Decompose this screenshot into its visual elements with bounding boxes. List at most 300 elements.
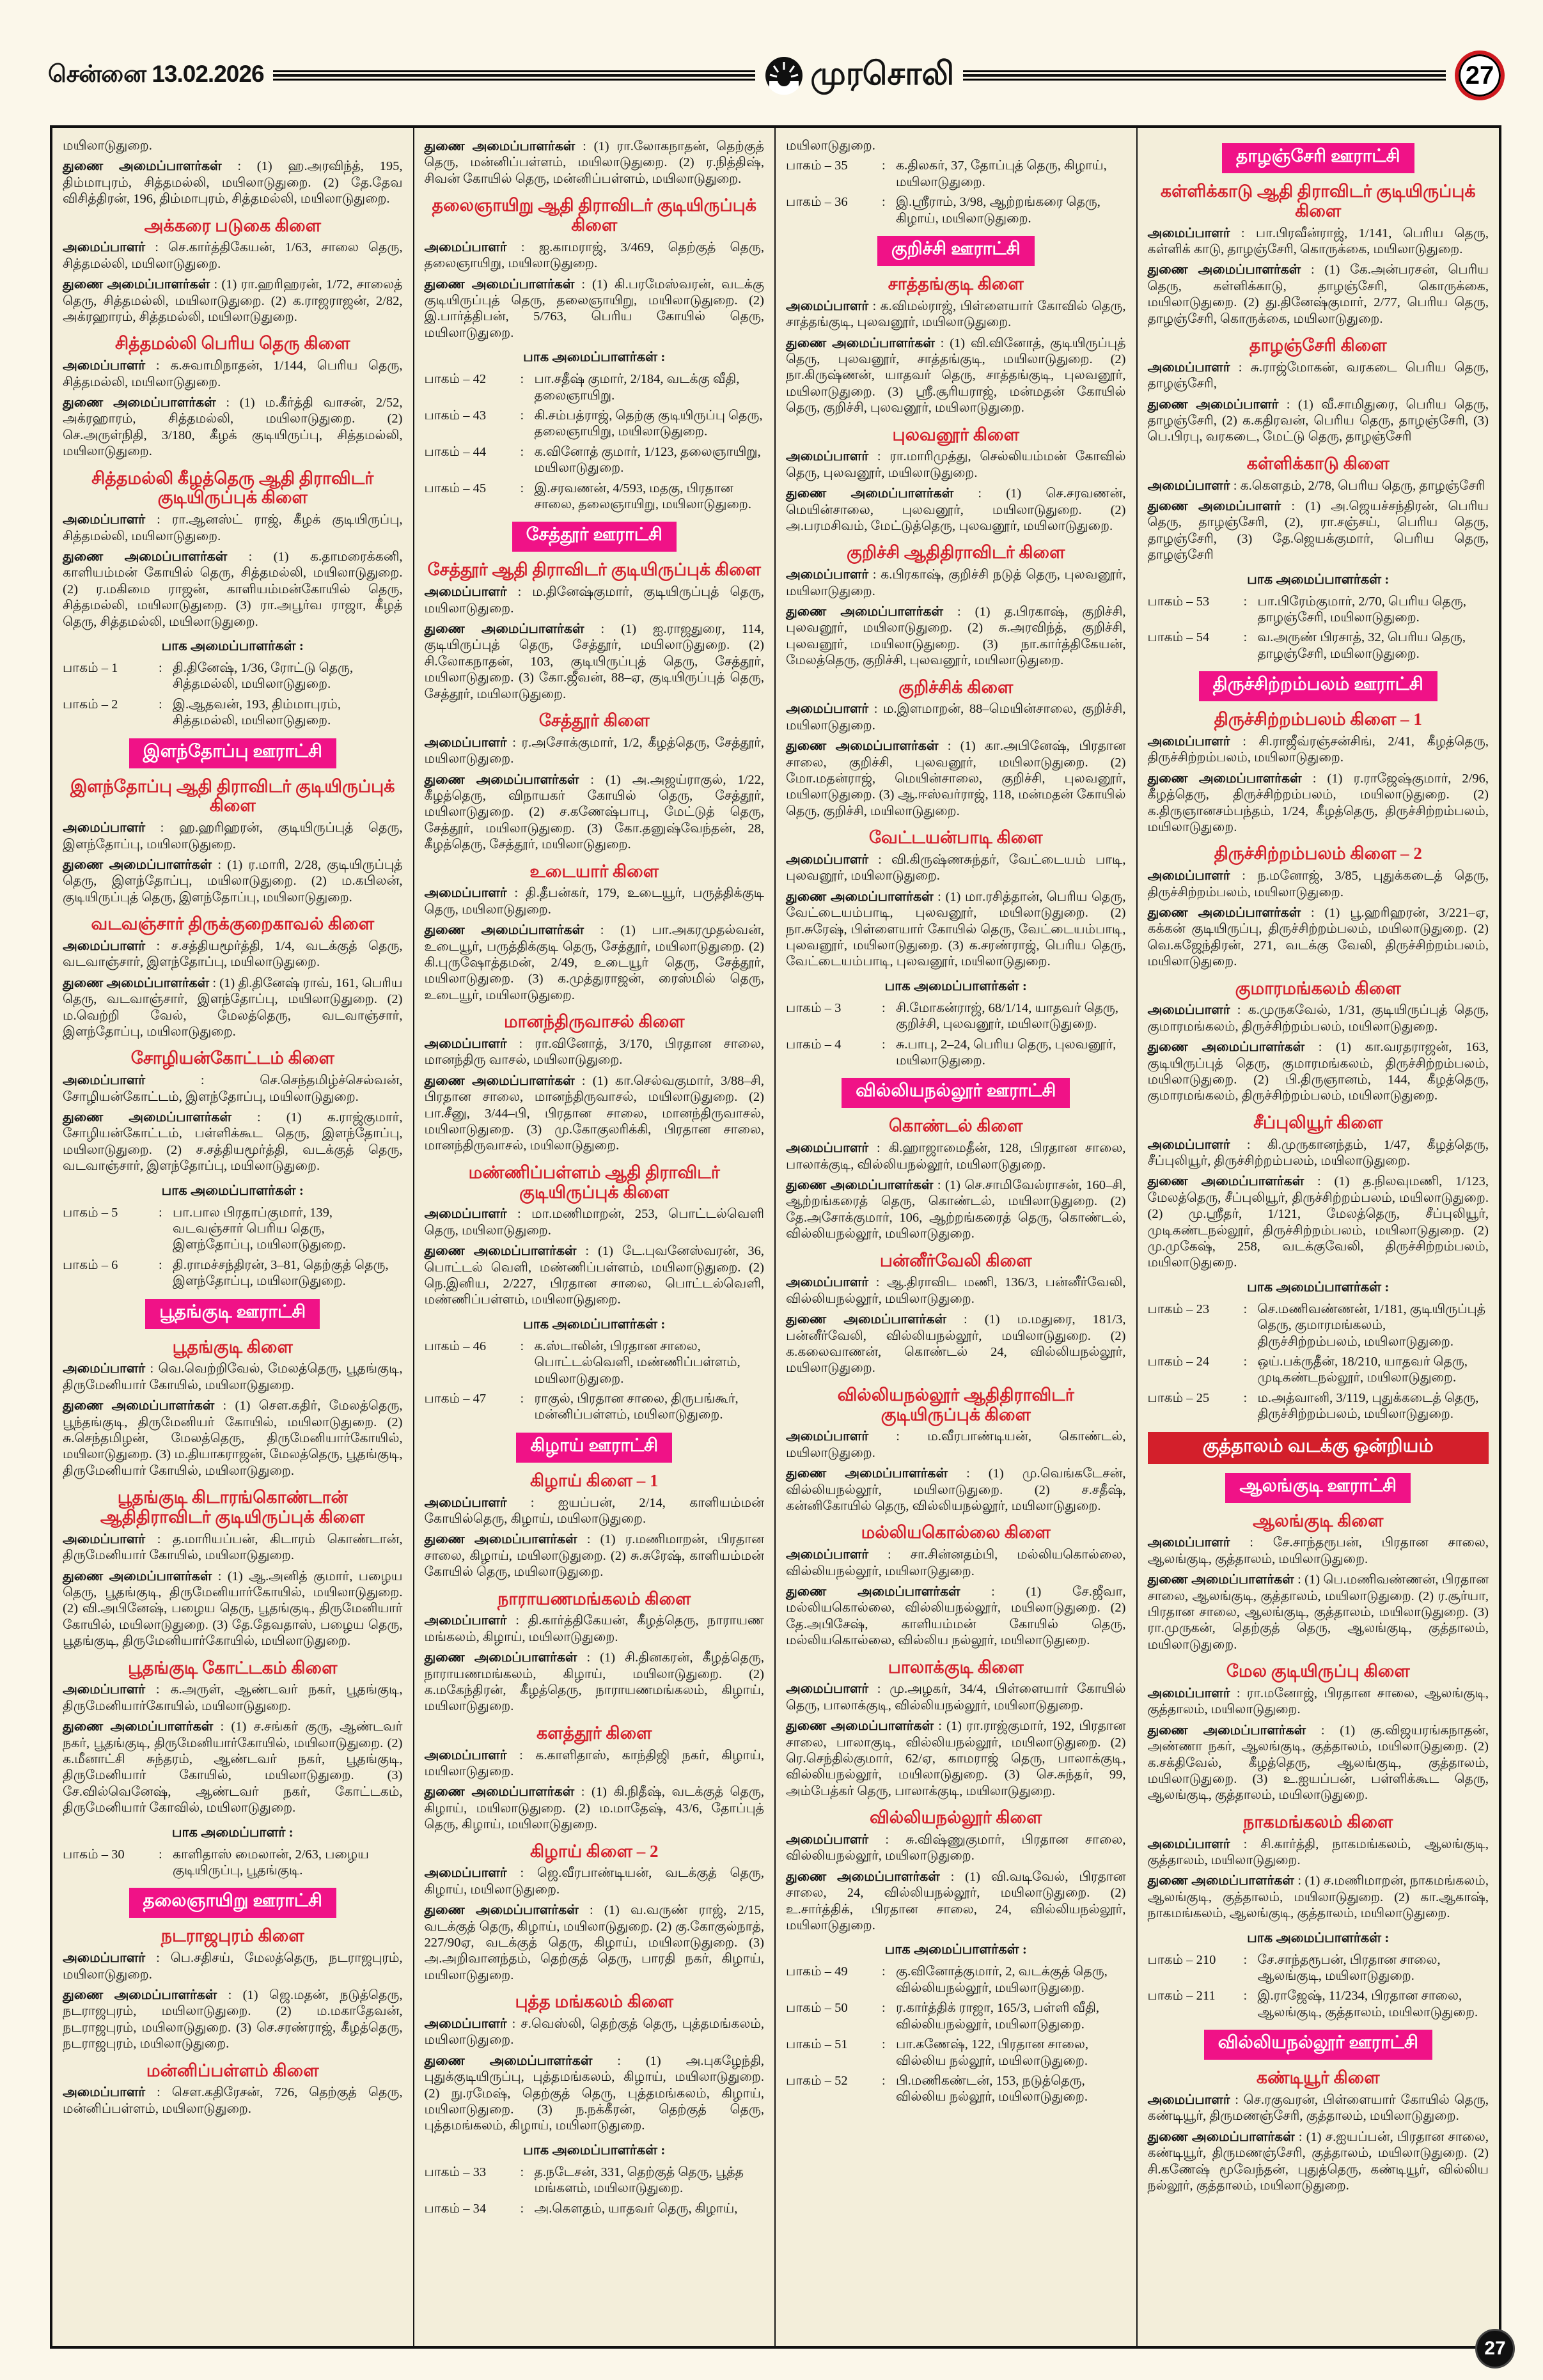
organizer-text: : பெ.சதிசய், மேலத்தெரு, நடராஜபுரம், மயிலாடுதுறை.: [63, 1951, 403, 1982]
deputy-organizers-para: [786, 1718, 1126, 1800]
organizer-para: [63, 1532, 403, 1564]
deputy-organizers-para: [1148, 499, 1489, 564]
organizer-text: : செ.செந்தமிழ்ச்செல்வன், சோழியன்கோட்டம், இளந்தோப்பு, மயிலாடுதுறை.: [63, 1073, 403, 1104]
deputy-organizers-para: [63, 1569, 403, 1650]
organizer-label: அமைப்பாளர்: [786, 299, 869, 313]
part-number: பாகம் – 54: [1147, 630, 1210, 645]
branch-section-header: சித்தமல்லி கீழத்தெரு ஆதி திராவிடர் குடியிருப்புக் கிளை: [91, 468, 374, 508]
organizer-text: : வெ.வெற்றிவேல், மேலத்தெரு, பூதங்குடி, திருமேனியார் கோயில், மயிலாடுதுறை.: [63, 1362, 403, 1392]
branch-section-header: குறிச்சி ஆதிதிராவிடர் கிளை: [847, 543, 1065, 563]
organizer-text: : (1) த.பிரகாஷ், குறிச்சி, புலவனூர், மயிலாடுதுறை. (2) சு.அரவிந்த், குறிச்சி, புலவனூர், மயிலாடுதுறை. (3) நா.கார்த்திகேயன், மேலத்தெரு, குறிச்சி, புலவனூர், மயிலாடுதுறை.: [786, 605, 1126, 668]
organizer-text: : க.காளிதாஸ், காந்திஜி நகர், கிழாய், மயிலாடுதுறை.: [424, 1748, 764, 1779]
organizer-text: : ஹ.ஹரிஹரன், குடியிருப்புத் தெரு, இளந்தோப்பு, மயிலாடுதுறை.: [63, 821, 403, 852]
part-organizer-row: [425, 481, 765, 513]
branch-section-header: பூதங்குடி கிளை: [172, 1337, 293, 1357]
organizer-label: அமைப்பாளர்: [786, 1429, 869, 1444]
organizer-label: அமைப்பாளர்: [1147, 869, 1230, 883]
deputy-organizers-para: [63, 159, 403, 207]
organizer-label: துணை அமைப்பாளர்கள்: [424, 923, 584, 938]
branch-section-header: மண்ணிப்பள்ளம் ஆதி திராவிடர் குடியிருப்புக் கிளை: [468, 1162, 720, 1202]
part-text: கு.வினோத்குமார், 2, வடக்குத் தெரு, வில்லியநல்லூர், மயிலாடுதுறை.: [896, 1964, 1108, 1995]
part-organizer-row: [786, 194, 1126, 227]
part-number: பாகம் – 3: [786, 1000, 842, 1015]
organizer-text: : (1) பூ.ஹரிஹரன், 3/221–ஏ, கக்கன் குடியிருப்பு, திருச்சிற்றம்பலம், மயிலாடுதுறை. (2) வெ.கஜேந்திரன், 271, வடக்கு வேலி, திருச்சிற்றம்பலம், மயிலாடுதுறை.: [1147, 905, 1489, 969]
panchayat-header: குறிச்சி ஊராட்சி: [877, 236, 1035, 266]
part-text: க.ஸ்டாலின், பிரதான சாலை, பொட்டல்வெளி, மண்ணிப்பள்ளம், மயிலாடுதுறை.: [534, 1339, 740, 1386]
part-organizers-subhead: பாக அமைப்பாளர்கள் :: [1247, 1929, 1390, 1945]
branch-section-header: கள்ளிக்காடு ஆதி திராவிடர் குடியிருப்புக் கிளை: [1160, 182, 1476, 221]
organizer-label: அமைப்பாளர்: [786, 1548, 869, 1562]
deputy-organizers-para: [1148, 771, 1489, 836]
organizer-text: : (1) அ.புகழேந்தி, புதுக்குடியிருப்பு, புத்தமங்கலம், கிழாய், மயிலாடுதுறை. (2) நு.ரமேஷ், தெற்குத் தெரு, புத்தமங்கலம், கிழாய், மயிலாடுதுறை. (3) ந.நக்கீரன், தெற்குத் தெரு, புத்தமங்கலம், கிழாய், மயிலாடுதுறை.: [424, 2053, 764, 2133]
part-separator: :: [882, 159, 886, 173]
organizer-para: [425, 1036, 765, 1069]
part-text: வ.அருண் பிரசாத், 32, பெரிய தெரு, தாழஞ்சேரி, மயிலாடுதுறை.: [1257, 630, 1466, 661]
organizer-label: துணை அமைப்பாளர்கள்: [63, 1988, 217, 2003]
organizer-text: : (1) வி.வினோத், குடியிருப்புத் தெரு, புலவனூர், சாத்தங்குடி, மயிலாடுதுறை. (2) நா.கிருஷ்ணன், யாதவர் தெரு, சாத்தங்குடி, புலவனூர், மயிலாடுதுறை. (3) ஸ்ரீ.சூரியராஜ், மன்மதன் கோயில் தெரு, குறிச்சி, புலவனூர், மயிலாடுதுறை.: [786, 336, 1126, 416]
part-number: பாகம் – 47: [424, 1392, 487, 1406]
organizer-label: துணை அமைப்பாளர்: [1147, 499, 1281, 513]
organizer-label: அமைப்பாளர்: [1147, 226, 1230, 240]
branch-section-header: பாலாக்குடி கிளை: [888, 1657, 1024, 1677]
part-text: தி.தினேஷ், 1/36, ரோட்டு தெரு, சித்தமல்லி, மயிலாடுதுறை.: [173, 661, 354, 692]
organizer-label: அமைப்பாளர்: [786, 568, 869, 582]
continuation-text: மயிலாடுதுறை.: [786, 139, 875, 153]
part-organizer-row: [1148, 1390, 1489, 1423]
panchayat-header-wrap: [425, 1433, 765, 1463]
deputy-organizers-para: [786, 1312, 1126, 1377]
branch-section-header: மன்னிப்பள்ளம் கிளை: [146, 2060, 319, 2080]
part-text: க.திலகர், 37, தோப்புத் தெரு, கிழாய், மயிலாடுதுறை.: [896, 159, 1107, 189]
part-text: சு.பாபு, 2–24, பெரிய தெரு, புலவனூர், மயிலாடுதுறை.: [896, 1037, 1116, 1068]
organizer-para: [425, 1495, 765, 1528]
organizer-para: [1148, 868, 1489, 901]
branch-section-header: அக்கரை படுகை கிளை: [144, 215, 322, 235]
organizer-label: துணை அமைப்பாளர்கள்: [1147, 1174, 1304, 1189]
organizer-para: [425, 240, 765, 272]
organizer-label: அமைப்பாளர்: [786, 1682, 869, 1697]
organizer-para: [786, 1547, 1126, 1580]
part-separator: :: [159, 1257, 162, 1272]
organizer-label: அமைப்பாளர்: [786, 853, 869, 867]
part-organizer-row: [425, 444, 765, 477]
organizer-text: : ஐயப்பன், 2/14, காளியம்மன் கோயில்தெரு, கிழாய், மயிலாடுதுறை.: [424, 1495, 764, 1527]
part-text: பா.பால பிரதாப்குமார், 139, வடவஞ்சார் பெரிய தெரு, இளந்தோப்பு, மயிலாடுதுறை.: [173, 1205, 346, 1252]
organizer-para: [63, 512, 403, 545]
branch-section-header: தலைஞாயிறு ஆதி திராவிடர் குடியிருப்புக் கிளை: [432, 196, 756, 235]
masthead-rule-left: [273, 70, 756, 81]
organizer-label: துணை அமைப்பாளர்கள்: [786, 1466, 948, 1481]
deputy-organizers-para: [1148, 2129, 1489, 2195]
organizer-text: : (1) பெ.மணிவண்ணன், பிரதான சாலை, ஆலங்குடி, குத்தாலம், மயிலாடுதுறை. (2) ர.சூர்யா, பிரதான சாலை, ஆலங்குடி, குத்தாலம், மயிலாடுதுறை. (3) ரா.முருகன், தெற்குத் தெரு, ஆலங்குடி, குத்தாலம், மயிலாடுதுறை.: [1147, 1573, 1489, 1652]
organizer-label: அமைப்பாளர்: [63, 1951, 146, 1966]
organizer-text: : (1) டே.புவனேஸ்வரன், 36, பொட்டல் வெளி, மண்ணிப்பள்ளம், மயிலாடுதுறை. (2) நெ.இனிய, 2/227, பிரதான சாலை, பொட்டல்வெளி, மண்ணிப்பள்ளம், மயிலாடுதுறை.: [424, 1244, 764, 1307]
branch-section-header: புத்த மங்கலம் கிளை: [515, 1992, 674, 2012]
part-organizers-subhead: பாக அமைப்பாளர்கள் :: [161, 638, 304, 653]
organizer-para: [63, 938, 403, 971]
part-separator: :: [1243, 1302, 1248, 1316]
deputy-organizers-para: [63, 857, 403, 906]
organizer-label: துணை அமைப்பாளர்கள்: [786, 1178, 934, 1193]
part-separator: :: [882, 1000, 886, 1015]
part-organizer-row: [786, 2073, 1126, 2106]
organizer-label: துணை அமைப்பாளர்கள்: [63, 1569, 212, 1583]
part-organizer-row: [1148, 1302, 1489, 1350]
organizer-label: துணை அமைப்பாளர்கள்: [1147, 1874, 1294, 1888]
deputy-organizers-para: [786, 1869, 1126, 1934]
deputy-organizers-para: [786, 1466, 1126, 1514]
organizer-label: அமைப்பாளர்: [1147, 1003, 1230, 1018]
part-text: தி.ராமச்சந்திரன், 3–81, தெற்குத் தெரு, இளந்தோப்பு, மயிலாடுதுறை.: [173, 1257, 389, 1289]
part-number: பாகம் – 53: [1147, 594, 1210, 609]
part-separator: :: [159, 661, 162, 675]
branch-section-header: கிழாய் கிளை – 1: [530, 1470, 659, 1490]
part-organizer-row: [786, 1037, 1126, 1069]
news-column-2: [414, 128, 776, 2346]
deputy-organizers-para: [786, 604, 1126, 669]
organizer-para: [425, 1748, 765, 1780]
part-organizer-row: [1148, 1354, 1489, 1387]
organizer-label: அமைப்பாளர்: [63, 1683, 146, 1697]
organizer-para: [425, 1206, 765, 1239]
part-text: த.நடேசன், 331, தெற்குத் தெரு, பூத்த மங்களம், மயிலாடுதுறை.: [534, 2165, 744, 2196]
part-separator: :: [1243, 594, 1248, 609]
panchayat-header: திருச்சிற்றம்பலம் ஊராட்சி: [1199, 671, 1437, 701]
organizer-text: : ஜெ.வீரபாண்டியன், வடக்குத் தெரு, கிழாய், மயிலாடுதுறை.: [424, 1866, 764, 1897]
part-organizers-subhead: பாக அமைப்பாளர்கள் :: [523, 1316, 666, 1332]
organizer-text: : சே.சாந்தரூபன், பிரதான சாலை, ஆலங்குடி, குத்தாலம், மயிலாடுதுறை.: [1147, 1536, 1489, 1566]
part-text: சே.சாந்தரூபன், பிரதான சாலை, ஆலங்குடி, மயிலாடுதுறை.: [1257, 1952, 1441, 1984]
organizer-label: துணை அமைப்பாளர்கள்: [63, 1720, 214, 1734]
part-organizers-subhead: பாக அமைப்பாளர்கள் :: [1247, 571, 1390, 587]
organizer-text: : மு.அழகர், 34/4, பிள்ளையார் கோயில் தெரு, பாலாக்குடி, வில்லியநல்லூர், மயிலாடுதுறை.: [786, 1682, 1126, 1713]
part-number: பாகம் – 33: [424, 2165, 487, 2179]
part-organizer-row: [63, 1257, 403, 1290]
panchayat-header: வில்லியநல்லூர் ஊராட்சி: [842, 1078, 1070, 1108]
panchayat-header: கிழாய் ஊராட்சி: [516, 1433, 672, 1463]
part-text: இ.சரவணன், 4/593, மதகு, பிரதான சாலை, தலைஞாயிறு, மயிலாடுதுறை.: [534, 481, 751, 512]
branch-section-header: கண்டியூர் கிளை: [1256, 2068, 1380, 2088]
organizer-text: : (1) பா.அகரமுதல்வன், உடையூர், பருத்திக்குடி தெரு, சேத்தூர், மயிலாடுதுறை. (2) கி.புருஷோத்தமன், 2/49, உடையூர் தெரு, சேத்தூர், மயிலாடுதுறை. (3) க.முத்துராஜன், ரைஸ்மில் தெரு, உடையூர், மயிலாடுதுறை.: [424, 923, 764, 1002]
organizer-text: : (1) ஹ.அரவிந்த், 195, திம்மாபுரம், சித்தமல்லி, மயிலாடுதுறை. (2) தே.தேவ விசித்திரன், 196, திம்மாபுரம், சித்தமல்லி, மயிலாடுதுறை.: [63, 159, 403, 206]
organizer-text: : தி.தீபன்கர், 179, உடையூர், பருத்திக்குடி தெரு, மயிலாடுதுறை.: [424, 886, 764, 917]
panchayat-header-wrap: [1148, 1473, 1489, 1503]
organizer-text: : (1) செள.கதிர், மேலத்தெரு, பூந்தங்குடி, திருமேனியர் கோயில், மயிலாடுதுறை. (2) சு.செந்தமிழன், மேலத்தெரு, திருமேனியார்கோயில், மயிலாடுதுறை. (3) ம.தியாகராஜன், மேலத்தெரு, பூதங்குடி, திருமேனியார் கோயில், மயிலாடுதுறை.: [63, 1399, 403, 1478]
organizer-text: : (1) கா.வரதராஜன், 163, குடியிருப்புத் தெரு, குமாரமங்கலம், திருச்சிற்றம்பலம், மயிலாடுதுறை. (2) பி.திருஞானம், 144, கீழத்தெரு, குமாரமங்கலம், திருச்சிற்றம்பலம், மயிலாடுதுறை.: [1147, 1040, 1489, 1103]
organizer-label: அமைப்பாளர்: [786, 702, 869, 717]
organizer-label: அமைப்பாளர்: [424, 735, 507, 750]
organizer-para: [786, 567, 1126, 600]
branch-section-header: சித்தமல்லி பெரிய தெரு கிளை: [114, 334, 350, 354]
part-text: இ.ஆதவன், 193, திம்மாபுரம், சித்தமல்லி, மயிலாடுதுறை.: [173, 697, 341, 728]
panchayat-header: தாழஞ்சேரி ஊராட்சி: [1222, 143, 1414, 173]
organizer-text: : (1) வி.வடிவேல், பிரதான சாலை, 24, வில்லியநல்லூர், மயிலாடுதுறை. (2) உ.சார்த்திக், பிரதான சாலை, 24, வில்லியநல்லூர், மயிலாடுதுறை.: [786, 1869, 1126, 1933]
organizer-text: : (1) ரா.ஹரிஹரன், 1/72, சாலைத் தெரு, சித்தமல்லி, மயிலாடுதுறை. (2) க.ராஜராஜன், 2/82, அக்ரஹாரம், சித்தமல்லி, மயிலாடுதுறை.: [63, 277, 403, 325]
deputy-organizers-para: [786, 738, 1126, 820]
organizer-text: : ந.மனோஜ், 3/85, புதுக்கடைத் தெரு, திருச்சிற்றம்பலம், மயிலாடுதுறை.: [1147, 869, 1489, 899]
panchayat-header-wrap: [63, 738, 403, 768]
part-separator: :: [159, 697, 162, 712]
organizer-text: : (1) ர.ராஜேஷ்குமார், 2/96, கீழத்தெரு, திருச்சிற்றம்பலம், மயிலாடுதுறை. (2) க.திருஞானசம்பந்தம், 1/24, கீழத்தெரு, திருச்சிற்றம்பலம், மயிலாடுதுறை.: [1147, 771, 1489, 834]
organizer-para: [1148, 478, 1489, 494]
organizer-label: அமைப்பாளர்: [1147, 1686, 1230, 1701]
deputy-organizers-para: [1148, 1723, 1489, 1804]
part-organizer-row: [425, 371, 765, 404]
deputy-organizers-para: [786, 486, 1126, 534]
branch-section-header: உடையார் கிளை: [529, 861, 659, 881]
organizer-label: துணை அமைப்பாளர்கள்: [786, 336, 935, 350]
deputy-organizers-para: [63, 1398, 403, 1479]
part-separator: :: [882, 1037, 886, 1052]
part-organizers-subhead: பாக அமைப்பாளர்கள் :: [884, 977, 1027, 993]
deputy-organizers-para: [425, 1532, 765, 1580]
branch-section-header: மானந்திருவாசல் கிளை: [503, 1012, 685, 1032]
content-frame: [50, 125, 1501, 2349]
organizer-para: [786, 1681, 1126, 1714]
organizer-text: : (1) கி.பரமேஸ்வரன், வடக்கு குடியிருப்புத் தெரு, தலைஞாயிறு, மயிலாடுதுறை. (2) இ.பார்த்திபன், 5/763, பெரிய கோயில் தெரு, மயிலாடுதுறை.: [424, 277, 765, 340]
organizer-text: : ஐ.காமராஜ், 3/469, தெற்குத் தெரு, தலைஞாயிறு, மயிலாடுதுறை.: [424, 240, 764, 271]
part-text: ர.கார்த்திக் ராஜா, 165/3, பள்ளி வீதி, வில்லியநல்லூர், மயிலாடுதுறை.: [896, 2001, 1100, 2032]
branch-section-header: திருச்சிற்றம்பலம் கிளை – 1: [1214, 710, 1422, 729]
branch-section-header: திருச்சிற்றம்பலம் கிளை – 2: [1214, 844, 1422, 864]
organizer-text: : (1) த.நிலவுமணி, 1/123, மேலத்தெரு, சீப்புலியூர், திருச்சிற்றம்பலம், மயிலாடுதுறை. (2) மு.ஸ்ரீதர், 1/121, மேலத்தெரு, சீப்புலியூர், முடிகண்டநல்லூர், திருச்சிற்றம்பலம், மயிலாடுதுறை. (2) மு.முகேஷ், 258, வடக்குவேலி, திருச்சிற்றம்பலம், மயிலாடுதுறை.: [1147, 1174, 1489, 1270]
part-organizer-row: [63, 697, 403, 729]
organizer-label: அமைப்பாளர்: [63, 2085, 146, 2100]
page-number-badge-bottom: 27: [1475, 2329, 1515, 2368]
organizer-para: [63, 2085, 403, 2117]
organizer-label: அமைப்பாளர்: [786, 449, 869, 464]
organizer-text: : (1) அ.அஜய்ராகுல், 1/22, கீழத்தெரு, விநாயகர் கோயில் தெரு, சேத்தூர், மயிலாடுதுறை. (2) ச.கணேஷ்பாபு, மேட்டுத் தெரு, சேத்தூர், மயிலாடுதுறை. (3) கோ.தனுஷ்வேந்தன், 28, கீழத்தெரு, சேத்தூர், மயிலாடுதுறை.: [424, 772, 764, 852]
organizer-text: : (1) சி.தினகரன், கீழத்தெரு, நாராயணமங்கலம், கிழாய், மயிலாடுதுறை. (2) க.மகேந்திரன், கீழத்தெரு, நாராயணமங்கலம், கிழாய், மயிலாடுதுறை.: [424, 1651, 765, 1714]
deputy-organizers-para: [786, 1178, 1126, 1243]
organizer-para: [786, 1429, 1126, 1461]
part-number: பாகம் – 5: [63, 1205, 118, 1220]
organizer-label: துணை அமைப்பாளர்கள்: [786, 1869, 940, 1884]
part-text: பி.மணிகண்டன், 153, நடுத்தெரு, வில்லிய நல்லூர், மயிலாடுதுறை.: [896, 2073, 1088, 2104]
branch-section-header: கிழாய் கிளை – 2: [530, 1841, 659, 1861]
part-separator: :: [520, 1339, 524, 1353]
branch-section-header: களத்தூர் கிளை: [536, 1723, 652, 1743]
organizer-text: : (1) அ.ஜெயச்சந்திரன், பெரிய தெரு, தாழஞ்சேரி, (2), ரா.சஞ்சய், பெரிய தெரு, தாழஞ்சேரி, (3) தே.ஜெயக்குமார், பெரிய தெரு, தாழஞ்சேரி: [1147, 499, 1489, 563]
deputy-organizers-para: [425, 1902, 765, 1984]
news-column-1: [52, 128, 414, 2346]
organizer-label: அமைப்பாளர்: [63, 1073, 146, 1088]
part-organizer-row: [425, 1339, 765, 1387]
organizer-label: துணை அமைப்பாளர்கள்: [424, 139, 576, 153]
organizer-label: துணை அமைப்பாளர்கள்: [1147, 1040, 1305, 1055]
part-separator: :: [1243, 1952, 1248, 1967]
organizer-para: [1148, 1137, 1489, 1170]
organizer-label: அமைப்பாளர்: [63, 821, 146, 836]
organizer-para: [1148, 226, 1489, 258]
organizer-label: அமைப்பாளர்: [63, 359, 146, 373]
organizer-label: அமைப்பாளர்: [786, 1141, 869, 1156]
part-organizers-subhead: பாக அமைப்பாளர்கள் :: [1247, 1279, 1390, 1295]
deputy-organizers-para: [63, 549, 403, 630]
organizer-label: துணை அமைப்பாளர்கள்: [63, 396, 216, 410]
organizer-text: : (1) வீ.சாமிதுரை, பெரிய தெரு, தாழஞ்சேரி, (2) க.கதிரவன், பெரிய தெரு, தாழஞ்சேரி, (3) பெ.பிரபு, வரகடை, மேட்டு தெரு, தாழஞ்சேரி: [1147, 397, 1489, 444]
deputy-organizers-para: [1148, 1873, 1489, 1922]
organizer-text: : க.முருகவேல், 1/31, குடியிருப்புத் தெரு, குமாரமங்கலம், திருச்சிற்றம்பலம், மயிலாடுதுறை.: [1147, 1003, 1489, 1034]
deputy-organizers-para: [63, 1719, 403, 1816]
organizer-label: அமைப்பாளர்: [1147, 734, 1230, 749]
organizer-para: [786, 852, 1126, 885]
organizer-text: : செ.ரகுவரன், பிள்ளையார் கோயில் தெரு, கண்டியூர், திருமணஞ்சேரி, குத்தாலம், மயிலாடுதுறை.: [1147, 2093, 1489, 2124]
organizer-para: [1148, 1535, 1489, 1567]
part-organizer-row: [1148, 630, 1489, 662]
part-separator: :: [1243, 1390, 1248, 1405]
part-text: பா.பிரேம்குமார், 2/70, பெரிய தெரு, தாழஞ்சேரி, மயிலாடுதுறை.: [1257, 594, 1466, 625]
masthead-logo: [764, 55, 954, 97]
organizer-text: : ச.சத்தியமூர்த்தி, 1/4, வடக்குத் தெரு, வடவாஞ்சார், இளந்தோப்பு, மயிலாடுதுறை.: [63, 938, 403, 970]
part-text: காளிதாஸ் மைலான், 2/63, பழைய குடியிருப்பு, பூதங்குடி.: [173, 1847, 369, 1878]
organizer-label: அமைப்பாளர்: [424, 1748, 507, 1762]
part-organizer-row: [1148, 1988, 1489, 2021]
organizer-label: அமைப்பாளர்: [424, 886, 507, 901]
part-number: பாகம் – 1: [63, 661, 118, 675]
panchayat-header: சேத்தூர் ஊராட்சி: [512, 522, 677, 552]
part-text: அ.கௌதம், யாதவர் தெரு, கிழாய்,: [534, 2201, 738, 2216]
union-header: குத்தாலம் வடக்கு ஒன்றியம்: [1148, 1432, 1489, 1464]
organizer-label: அமைப்பாளர்: [424, 1495, 507, 1510]
part-organizer-row: [63, 660, 403, 693]
organizer-label: துணை அமைப்பாளர்கள்: [63, 1399, 215, 1413]
organizer-label: துணை அமைப்பாளர்கள்: [786, 1719, 934, 1734]
part-number: பாகம் – 6: [63, 1257, 118, 1272]
part-number: பாகம் – 52: [786, 2073, 848, 2088]
branch-section-header: இளந்தோப்பு ஆதி திராவிடர் குடியிருப்புக் கிளை: [70, 776, 395, 816]
panchayat-header-wrap: [63, 1299, 403, 1329]
branch-section-header: புலவனூர் கிளை: [892, 424, 1019, 444]
organizer-text: : ம.வீரபாண்டியன், கொண்டல், மயிலாடுதுறை.: [786, 1429, 1126, 1460]
part-separator: :: [520, 444, 524, 459]
organizer-text: : (1) ம.மதுரை, 181/3, பன்னீர்வேலி, வில்லியநல்லூர், மயிலாடுதுறை. (2) க.கலைவாணன், கொண்டல் 24, வில்லியநல்லூர், மயிலாடுதுறை.: [786, 1312, 1126, 1376]
organizer-para: [1148, 1002, 1489, 1035]
masthead-date: சென்னை 13.02.2026: [48, 60, 264, 87]
organizer-label: துணை அமைப்பாளர்கள்: [424, 1903, 579, 1918]
panchayat-header-wrap: [786, 236, 1126, 266]
branch-section-header: சேத்தூர் கிளை: [538, 711, 650, 731]
part-text: இ.ராஜேஷ், 11/234, பிரதான சாலை, ஆலங்குடி, குத்தாலம், மயிலாடுதுறை.: [1257, 1989, 1478, 2019]
organizer-para: [786, 1832, 1126, 1865]
organizer-para: [1148, 1686, 1489, 1718]
part-text: இ.ஸ்ரீராம், 3/98, ஆற்றங்கரை தெரு, கிழாய், மயிலாடுதுறை.: [896, 195, 1100, 226]
branch-section-header: பன்னீர்வேலி கிளை: [879, 1250, 1032, 1270]
part-separator: :: [882, 2073, 886, 2088]
organizer-text: : கி.ஹாஜாமைதீன், 128, பிரதான சாலை, பாலாக்குடி, வில்லியநல்லூர், மயிலாடுதுறை.: [786, 1141, 1126, 1172]
organizer-label: துணை அமைப்பாளர்கள்: [424, 1532, 577, 1547]
branch-section-header: தாழஞ்சேரி கிளை: [1249, 335, 1387, 355]
organizer-label: துணை அமைப்பாளர்கள்: [424, 1651, 577, 1665]
branch-section-header: ஆலங்குடி கிளை: [1253, 1511, 1384, 1530]
part-organizers-subhead: பாக அமைப்பாளர்கள் :: [161, 1182, 304, 1198]
organizer-label: துணை அமைப்பாளர்கள்: [786, 1585, 960, 1599]
organizer-label: அமைப்பாளர்: [63, 513, 146, 527]
organizer-label: துணை அமைப்பாளர்: [1147, 397, 1279, 412]
organizer-label: அமைப்பாளர்: [424, 240, 507, 254]
organizer-text: : (1) க.ராஜ்குமார், சோழியன்கோட்டம், பள்ளிக்கூட தெரு, இளந்தோப்பு, மயிலாடுதுறை. (2) ச.சத்தியமூர்த்தி, வடக்குத் தெரு, வடவாஞ்சார், இளந்தோப்பு, மயிலாடுதுறை.: [63, 1110, 403, 1174]
organizer-label: துணை அமைப்பாளர்கள்: [786, 1312, 946, 1327]
organizer-para: [425, 2016, 765, 2049]
part-organizer-row: [786, 2000, 1126, 2033]
organizer-text: : க.அருள், ஆண்டவர் நகர், பூதங்குடி, திருமேனியார்கோயில், மயிலாடுதுறை.: [63, 1683, 403, 1713]
branch-section-header: குறிச்சிக் கிளை: [898, 677, 1014, 697]
panchayat-header: இளந்தோப்பு ஊராட்சி: [129, 738, 336, 768]
branch-section-header: வில்லியநல்லூர் ஆதிதிராவிடர் குடியிருப்புக் கிளை: [837, 1385, 1074, 1424]
organizer-label: துணை அமைப்பாளர்கள்: [424, 622, 584, 637]
part-number: பாகம் – 23: [1147, 1302, 1210, 1316]
organizer-label: துணை அமைப்பாளர்கள்: [424, 2053, 593, 2068]
deputy-organizers-para: [425, 772, 765, 853]
organizer-para: [786, 1140, 1126, 1173]
page-number-badge-top: 27: [1455, 51, 1505, 100]
part-number: பாகம் – 50: [786, 2001, 848, 2016]
deputy-organizers-para: [1148, 1174, 1489, 1271]
part-organizer-row: [786, 1964, 1126, 1996]
part-text: ம.அத்வானி, 3/119, புதுக்கடைத் தெரு, திருச்சிற்றம்பலம், மயிலாடுதுறை.: [1257, 1390, 1479, 1422]
organizer-label: துணை அமைப்பாளர்கள்: [63, 549, 228, 564]
organizer-label: அமைப்பாளர்: [63, 938, 146, 953]
part-organizer-row: [63, 1847, 403, 1879]
part-number: பாகம் – 42: [424, 372, 487, 387]
part-organizers-subhead: பாக அமைப்பாளர்கள் :: [884, 1941, 1027, 1957]
panchayat-header-wrap: [63, 1888, 403, 1918]
organizer-text: : (1) ஆ.அனித் குமார், பழைய தெரு, பூதங்குடி, திருமேனியார்கோயில், மயிலாடுதுறை. (2) வி.அபினேஷ், பழைய தெரு, பூதங்குடி, திருமேனியார் கோயில், மயிலாடுதுறை. (3) தே.தேவதாஸ், பழைய தெரு, பூதங்குடி, திருமேனியார்கோயில், மயிலாடுதுறை.: [63, 1569, 403, 1649]
deputy-organizers-para: [786, 336, 1126, 417]
organizer-para: [425, 735, 765, 768]
organizer-text: : (1) மா.ரசித்தான், பெரிய தெரு, வேட்டையம்பாடி, புலவனூர், மயிலாடுதுறை. (2) நா.சுரேஷ், பிள்ளையார் கோயில் தெரு, வேட்டையம்பாடி, புலவனூர், மயிலாடுதுறை. (3) க.சரண்ராஜ், பெரிய தெரு, வேட்டையம்பாடி, புலவனூர், மயிலாடுதுறை.: [786, 889, 1126, 969]
organizer-text: : (1) கா.செல்வகுமார், 3/88–சி, பிரதான சாலை, மானந்திருவாசல், மயிலாடுதுறை. (2) பா.சீனு, 3/44–பி, பிரதான சாலை, மானந்திருவாசல், மயிலாடுதுறை. (3) மு.கோகுலரிக்கி, பிரதான சாலை, மானந்திருவாசல், மயிலாடுதுறை.: [424, 1073, 764, 1153]
organizer-text: : (1) ச.மணிமாறன், நாகமங்கலம், ஆலங்குடி, குத்தாலம், மயிலாடுதுறை. (2) கா.ஆகாஷ், நாகமங்கலம், ஆலங்குடி, குத்தாலம், மயிலாடுதுறை.: [1147, 1874, 1489, 1921]
organizer-text: : பா.பிரவீன்ராஜ், 1/141, பெரிய தெரு, கள்ளிக் காடு, தாழஞ்சேரி, கொருக்கை, மயிலாடுதுறை.: [1147, 226, 1489, 256]
deputy-organizers-para: [1148, 397, 1489, 446]
branch-section-header: குமாரமங்கலம் கிளை: [1235, 978, 1401, 998]
panchayat-header-wrap: [786, 1078, 1126, 1108]
part-number: பாகம் – 45: [424, 481, 487, 495]
part-text: செ.மணிவண்ணன், 1/181, குடியிருப்புத் தெரு, குமாரமங்கலம், திருச்சிற்றம்பலம், மயிலாடுதுறை.: [1257, 1302, 1486, 1349]
panchayat-header-wrap: [425, 522, 765, 552]
organizer-text: : சி.ராஜீவ்ரஞ்சன்சிங், 2/41, கீழத்தெரு, திருச்சிற்றம்பலம், மயிலாடுதுறை.: [1147, 734, 1489, 765]
organizer-text: : க.பிரகாஷ், குறிச்சி நடுத் தெரு, புலவனூர், மயிலாடுதுறை.: [786, 568, 1126, 598]
organizer-text: : ச.வெஸ்லி, தெற்குத் தெரு, புத்தமங்கலம், மயிலாடுதுறை.: [424, 2017, 764, 2048]
panchayat-header: வில்லியநல்லூர் ஊராட்சி: [1204, 2030, 1432, 2060]
organizer-para: [786, 299, 1126, 331]
organizer-text: : ர.அசோக்குமார், 1/2, கீழத்தெரு, சேத்தூர், மயிலாடுதுறை.: [424, 735, 764, 766]
organizer-label: அமைப்பாளர்: [424, 2017, 507, 2032]
panchayat-header: பூதங்குடி ஊராட்சி: [145, 1299, 320, 1329]
masthead-rule-right: [963, 70, 1446, 81]
part-separator: :: [159, 1847, 162, 1862]
part-organizer-row: [1148, 1952, 1489, 1985]
organizer-label: துணை அமைப்பாளர்கள்: [63, 976, 210, 990]
part-separator: :: [520, 408, 524, 423]
organizer-para: [425, 885, 765, 918]
part-text: ஒய்.பக்ருதீன், 18/210, யாதவர் தெரு, முடிகண்டநல்லூர், மயிலாடுதுறை.: [1257, 1355, 1468, 1385]
part-organizer-row: [63, 1205, 403, 1254]
part-number: பாகம் – 46: [424, 1339, 487, 1353]
organizer-text: : ரா.வினோத், 3/170, பிரதான சாலை, மானந்திரு வாசல், மயிலாடுதுறை.: [424, 1037, 764, 1068]
deputy-organizers-para: [63, 277, 403, 325]
part-organizers-subhead: பாக அமைப்பாளர் :: [171, 1824, 294, 1840]
organizer-label: அமைப்பாளர்: [1147, 1536, 1230, 1550]
organizer-para: [63, 820, 403, 853]
part-separator: :: [520, 2201, 524, 2216]
branch-section-header: கொண்டல் கிளை: [889, 1116, 1023, 1136]
organizer-label: துணை அமைப்பாளர்கள்: [424, 1244, 577, 1259]
part-organizer-row: [786, 1000, 1126, 1033]
part-number: பாகம் – 211: [1147, 1989, 1216, 2003]
organizer-label: அமைப்பாளர்: [424, 585, 507, 600]
